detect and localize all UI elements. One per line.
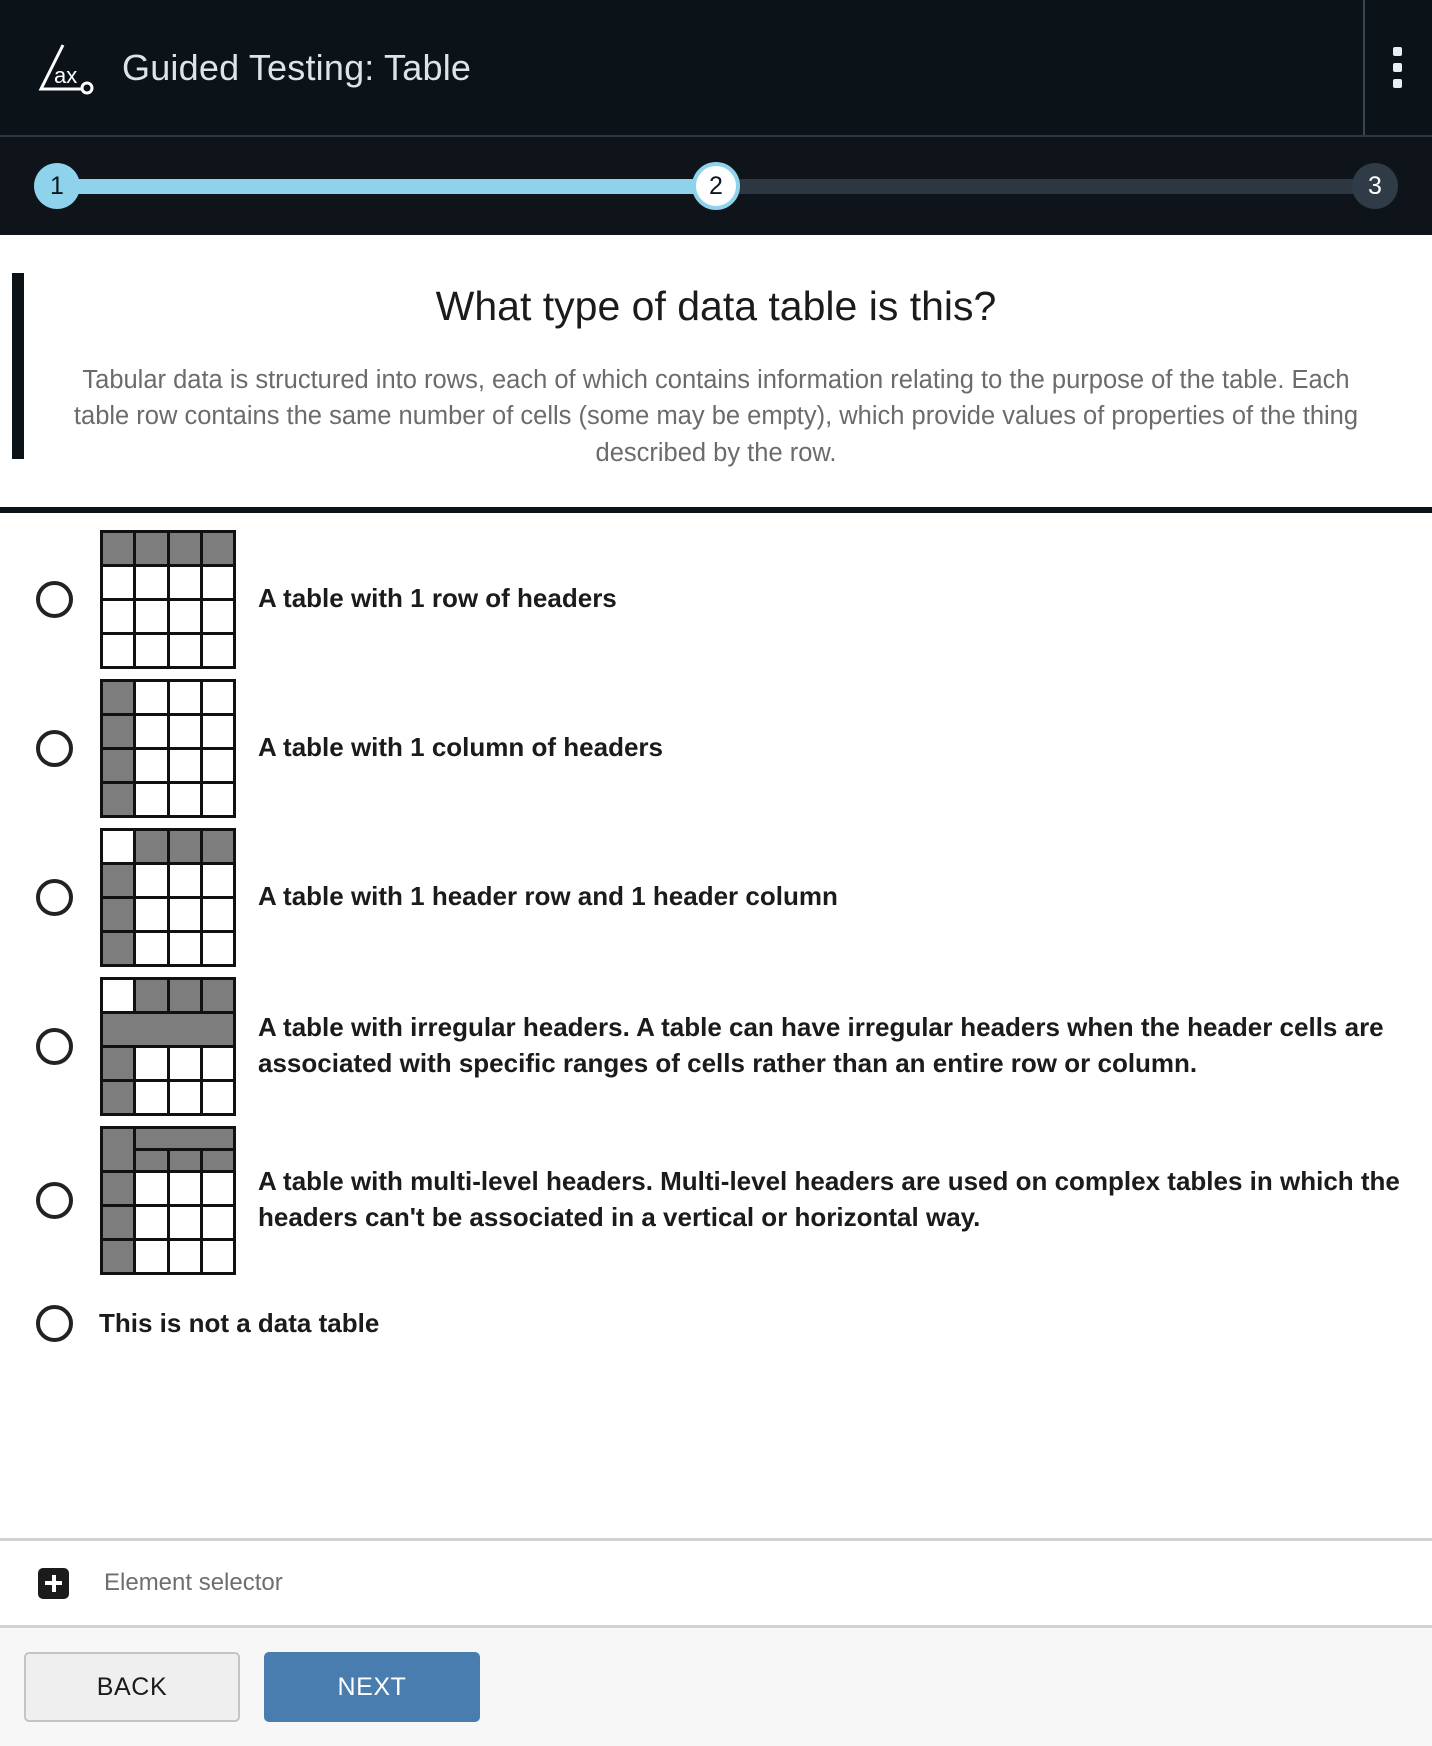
radio-not-a-data-table[interactable] <box>36 1305 73 1342</box>
element-selector-label: Element selector <box>104 1569 283 1596</box>
table-header-row-and-column-icon <box>100 828 236 967</box>
step-2[interactable]: 2 <box>692 162 740 210</box>
option-multi-level-headers[interactable] <box>0 1121 1432 1280</box>
kebab-dot <box>1393 47 1402 56</box>
radio-multi-level-headers[interactable] <box>36 1182 73 1219</box>
option-label: A table with 1 column of headers <box>258 732 663 763</box>
step-connector-1-2 <box>77 179 695 194</box>
progress-stepper-bar <box>0 137 1432 235</box>
option-irregular-headers[interactable] <box>0 972 1432 1121</box>
question-description: Tabular data is structured into rows, each of which contains information relating to the purpose of the table. Each table row contains the same number of cells (some may be empty), which provide values of properties of the thing described by the row. <box>73 366 1359 467</box>
kebab-menu-icon[interactable] <box>1380 41 1414 95</box>
element-selector-bar[interactable] <box>0 1538 1432 1628</box>
table-irregular-headers-icon <box>100 977 236 1116</box>
step-3[interactable]: 3 <box>1352 163 1398 209</box>
option-not-a-data-table[interactable] <box>0 1280 1432 1368</box>
plus-square-icon[interactable] <box>38 1568 69 1599</box>
step-connector-2-3 <box>737 179 1355 194</box>
kebab-dot <box>1393 63 1402 72</box>
radio-one-header-row[interactable] <box>36 581 73 618</box>
radio-header-row-and-column[interactable] <box>36 879 73 916</box>
question-section <box>0 235 1432 513</box>
option-label: This is not a data table <box>99 1307 380 1338</box>
back-button[interactable]: BACK <box>24 1652 240 1722</box>
kebab-dot <box>1393 79 1402 88</box>
options-list <box>0 513 1432 1538</box>
brand <box>0 41 471 95</box>
footer-actions <box>0 1628 1432 1746</box>
app-title: Guided Testing: Table <box>122 46 472 88</box>
axe-logo-icon <box>34 41 96 95</box>
svg-text:ax: ax <box>54 62 78 88</box>
option-label: A table with 1 header row and 1 header column <box>258 881 838 912</box>
option-label: A table with multi-level headers. Multi-level headers are used on complex tables in which the headers can't be associated in a vertical or horizontal way. <box>258 1166 1400 1233</box>
table-header-column-icon <box>100 679 236 818</box>
progress-stepper <box>34 162 1398 210</box>
radio-one-header-column[interactable] <box>36 730 73 767</box>
option-one-header-row[interactable] <box>0 525 1432 674</box>
question-accent-bar <box>12 273 24 459</box>
step-1[interactable]: 1 <box>34 163 80 209</box>
table-header-row-icon <box>100 530 236 669</box>
next-button[interactable]: NEXT <box>264 1652 480 1722</box>
app-header <box>0 0 1432 137</box>
table-multi-level-headers-icon <box>100 1126 236 1275</box>
header-divider <box>1363 0 1365 135</box>
radio-irregular-headers[interactable] <box>36 1028 73 1065</box>
option-header-row-and-column[interactable] <box>0 823 1432 972</box>
option-label: A table with irregular headers. A table can have irregular headers when the header cells are associated with specific ranges of cells rather than an entire row or column. <box>258 1012 1384 1079</box>
option-label: A table with 1 row of headers <box>258 583 617 614</box>
option-one-header-column[interactable] <box>0 674 1432 823</box>
question-title: What type of data table is this? <box>435 283 997 329</box>
